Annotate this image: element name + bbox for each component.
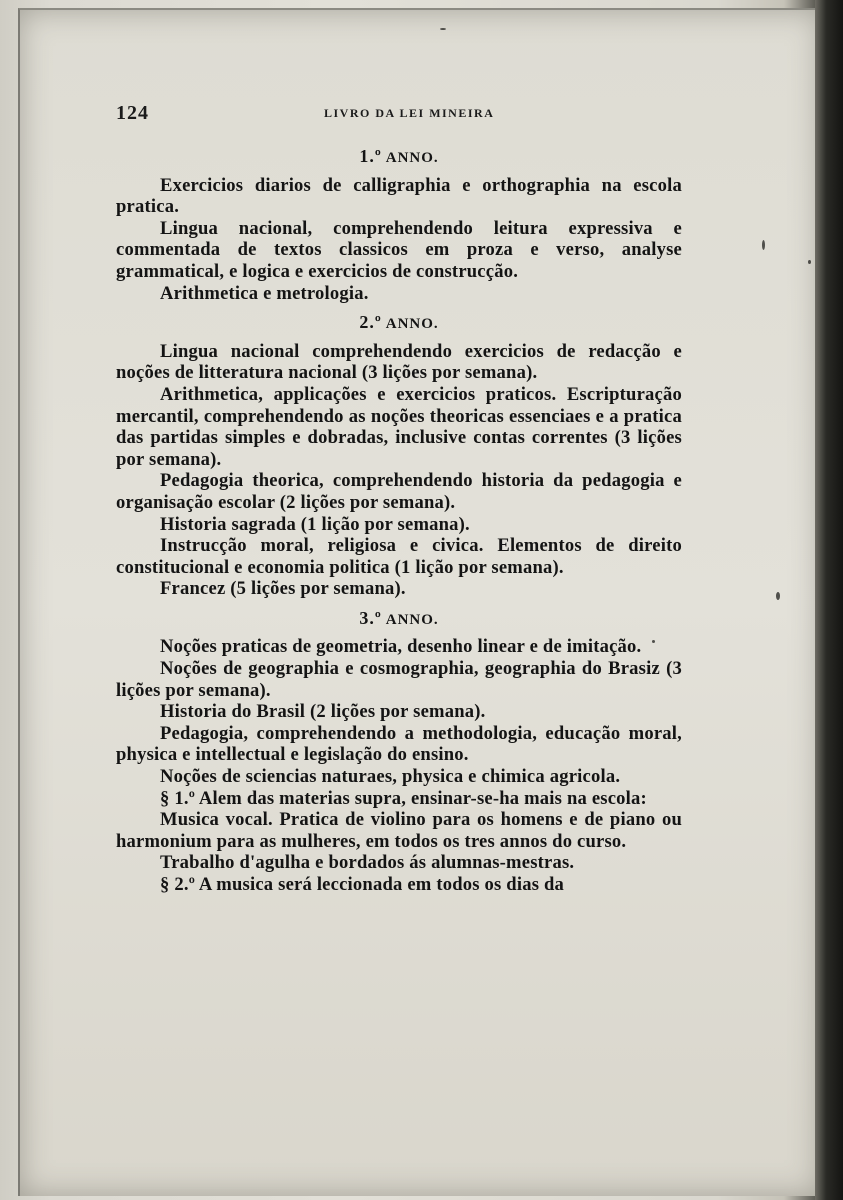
section-heading-3 [116, 608, 682, 632]
scan-speck [762, 240, 765, 250]
section-heading-word: ANNO. [385, 611, 439, 628]
section-heading-number: 1.º [359, 146, 382, 166]
paragraph: Noções de sciencias naturaes, physica e chimica agricola. [160, 766, 621, 788]
section-heading-word: ANNO. [385, 316, 439, 333]
section-heading-word: ANNO. [385, 150, 439, 166]
scan-speck [652, 640, 655, 643]
running-title: LIVRO DA LEI MINEIRA [324, 106, 495, 120]
paragraph: Arithmetica e metrologia. [160, 282, 369, 304]
scan-speck [808, 260, 811, 264]
paragraph: Noções de geographia e cosmographia, geographia do Brasiz (3 lições por semana). [116, 658, 682, 701]
paragraph: Lingua nacional comprehendendo exercicios de redacção e noções de litteratura nacional (3 lições por semana). [116, 340, 682, 384]
page-header [116, 102, 696, 126]
paragraph: Exercicios diarios de calligraphia e orthographia na escola pratica. [116, 174, 682, 218]
scan-speck [776, 592, 780, 600]
section-heading-number: 3.º [359, 607, 382, 628]
page-body [116, 138, 682, 896]
paragraph: Lingua nacional, comprehendendo leitura expressiva e commentada de textos classicos em proza e verso, analyse grammatical, e logica e exercicios de construcção. [116, 217, 682, 282]
paragraph: Musica vocal. Pratica de violino para os homens e de piano ou harmonium para as mulheres, em todos os tres annos do curso. [116, 809, 682, 852]
paragraph: § 2.º A musica será leccionada em todos os dias da [160, 874, 565, 895]
paragraph: Historia do Brasil (2 lições por semana). [160, 701, 486, 723]
section-heading-2 [116, 312, 682, 336]
page-number: 124 [116, 102, 149, 124]
paragraph: Pedagogia, comprehendendo a methodologia, educação moral, physica e intellectual e legislação do ensino. [116, 722, 682, 766]
paragraph: § 1.º Alem das materias supra, ensinar-se-ha mais na escola: [160, 787, 647, 809]
paragraph: Arithmetica, applicações e exercicios praticos. Escripturação mercantil, comprehendendo as noções theoricas essenciaes e a pratica das partidas simples e dobradas, inclusive contas correntes (3 lições por semana). [116, 383, 682, 470]
paragraph: Francez (5 lições por semana). [160, 578, 406, 600]
paragraph: Trabalho d'agulha e bordados ás alumnas-mestras. [160, 852, 575, 874]
paragraph: Pedagogia theorica, comprehendendo historia da pedagogia e organisação escolar (2 lições por semana). [116, 470, 682, 513]
paragraph: Noções praticas de geometria, desenho linear e de imitação. [160, 636, 642, 658]
section-heading-number: 2.º [359, 312, 382, 333]
scan-speck [440, 28, 446, 30]
section-heading-1 [116, 146, 682, 170]
book-spine-shadow [815, 0, 843, 1200]
paragraph: Instrucção moral, religiosa e civica. Elementos de direito constitucional e economia politica (1 lição por semana). [116, 535, 682, 578]
paragraph: Historia sagrada (1 lição por semana). [160, 513, 470, 535]
